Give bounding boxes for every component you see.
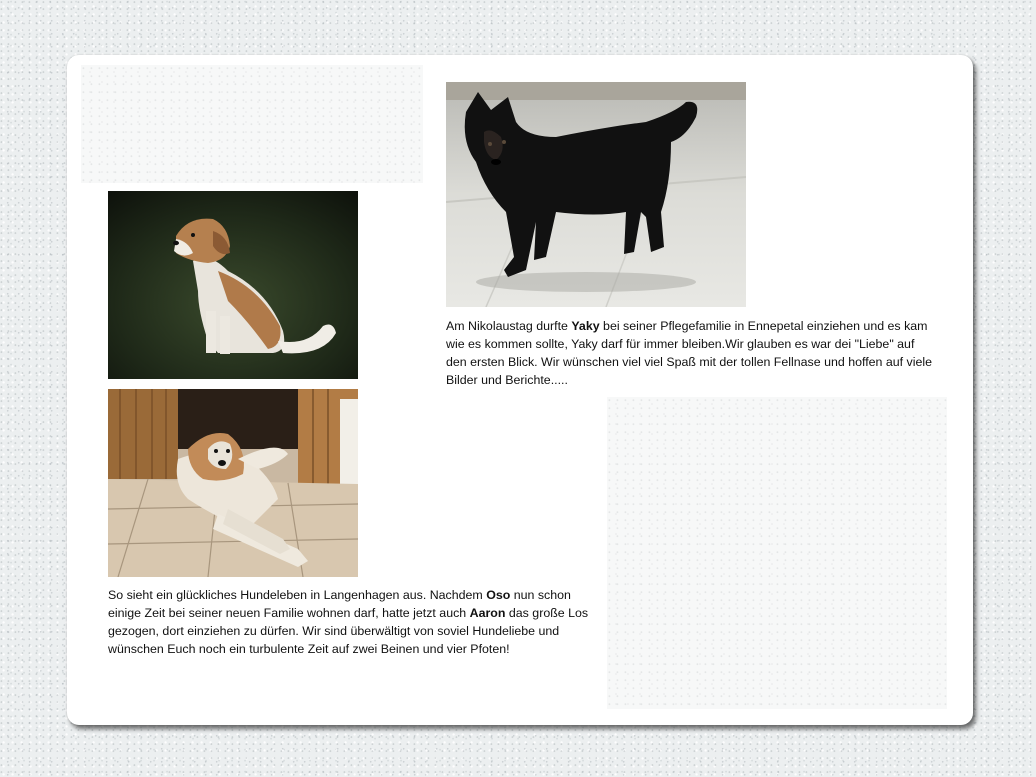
- textured-background-area: [607, 397, 947, 709]
- post-text: bei seiner Pflegefamilie in Ennepetal einziehen und es kam wie es kommen sollte, Yaky darf für immer bleiben.Wir glauben es war dei "Liebe" auf den ersten Blick. Wir wünschen viel viel Spaß mit der tollen Fellnase und hoffen auf viele Bilder und Berichte.....: [446, 319, 933, 387]
- post-text: Am Nikolaustag durfte: [446, 319, 572, 333]
- photo-lying-dog: [108, 389, 358, 577]
- post-text: nun schon einige Zeit bei seiner neuen Familie wohnen darf, hatte jetzt auch: [108, 588, 571, 620]
- post-yaky-text: [446, 317, 936, 389]
- post-text: So sieht ein glückliches Hundeleben in Langenhagen aus. Nachdem: [108, 588, 487, 602]
- post-oso-aaron-text: [108, 586, 598, 658]
- dog-name-yaky: Yaky: [571, 319, 600, 333]
- dog-name-oso: Oso: [486, 588, 511, 602]
- photo-sitting-dog: [108, 191, 358, 379]
- photo-black-dog-yaky: [446, 82, 746, 307]
- textured-background-area: [81, 65, 423, 183]
- post-text: das große Los gezogen, dort einziehen zu dürfen. Wir sind überwältigt von soviel Hundeliebe und wünschen Euch noch ein turbulente Zeit auf zwei Beinen und vier Pfoten!: [108, 606, 589, 656]
- dog-name-aaron: Aaron: [469, 606, 506, 620]
